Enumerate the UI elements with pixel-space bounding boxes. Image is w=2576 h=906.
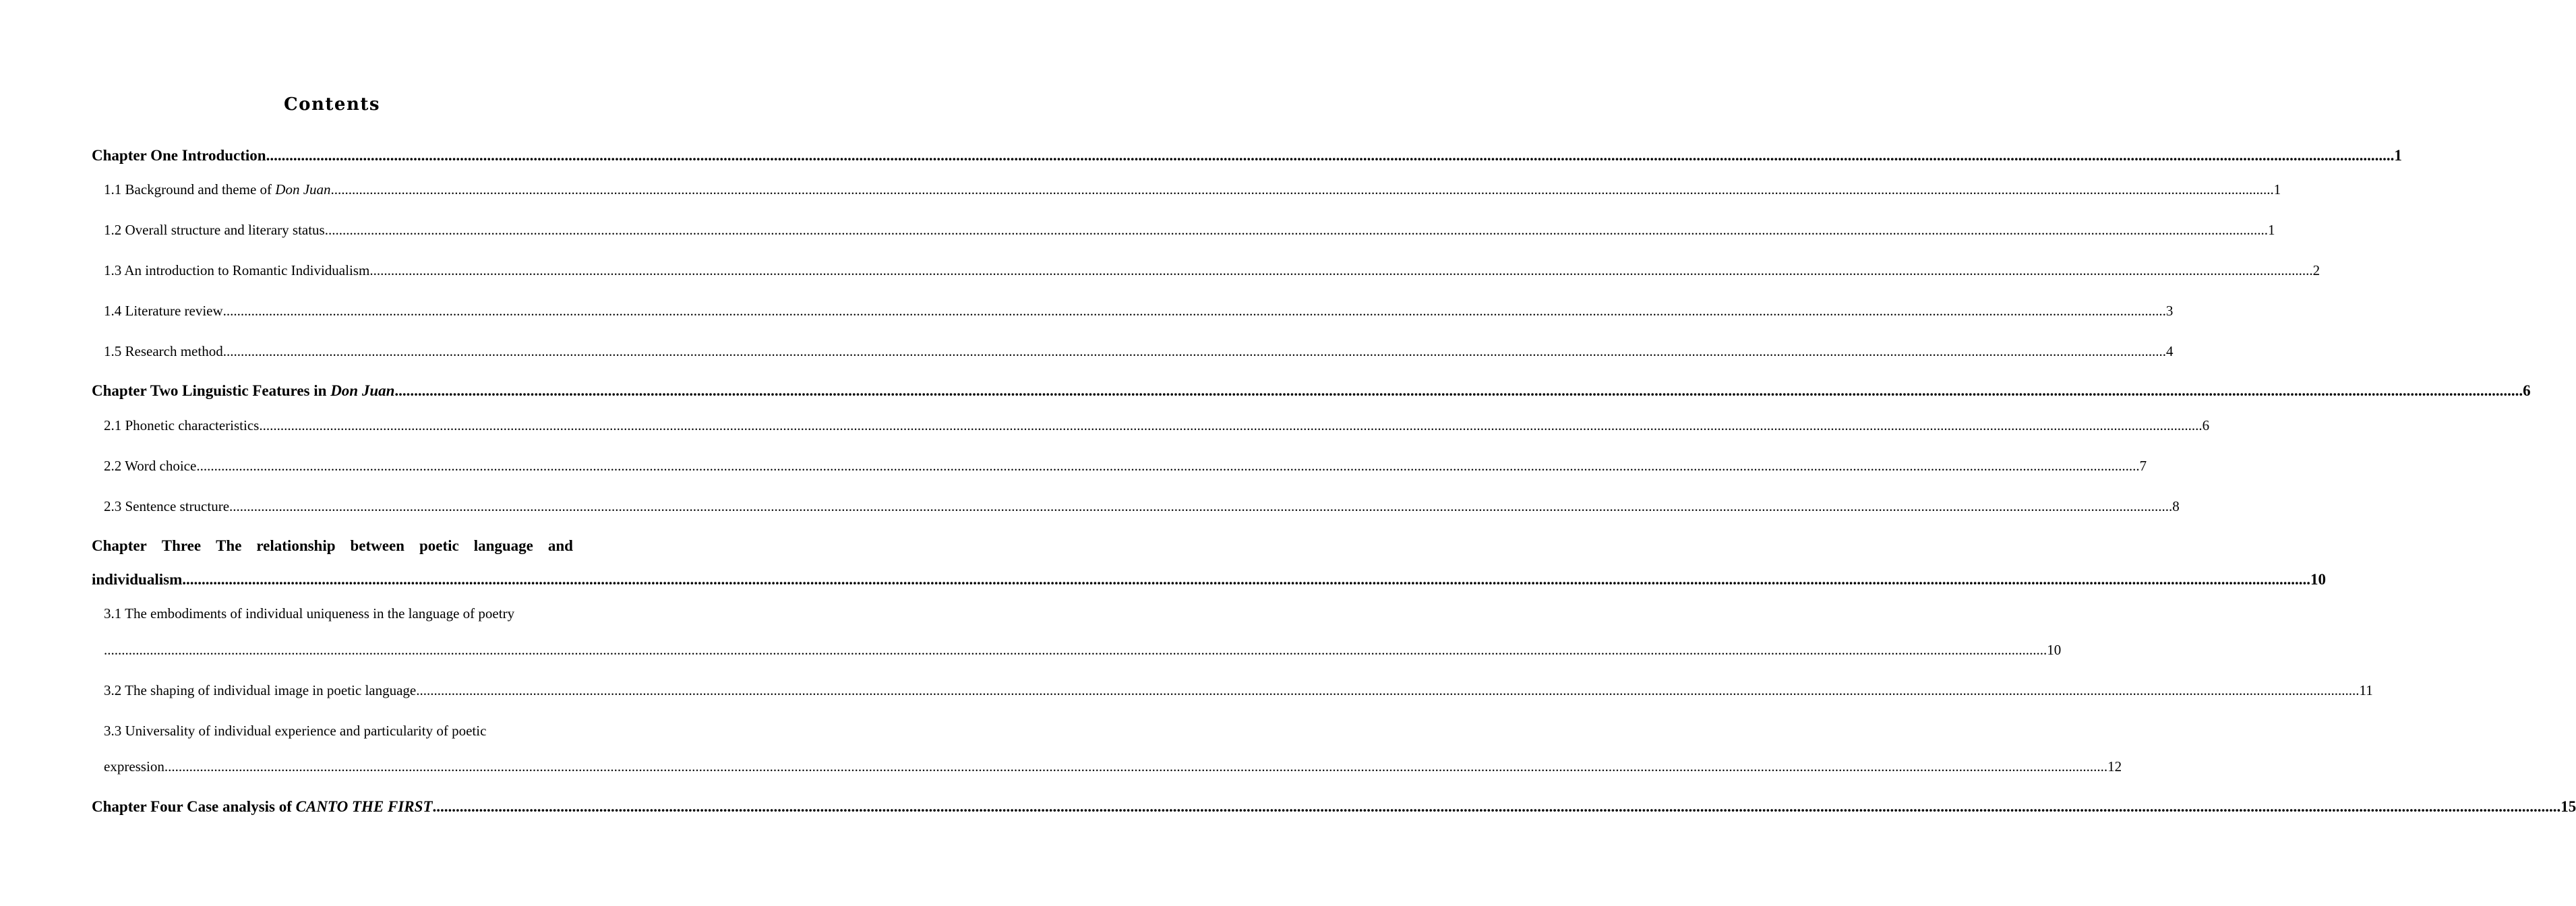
toc-label: 3.2 The shaping of individual image in poetic language xyxy=(104,682,417,698)
dot-leader xyxy=(104,642,2047,659)
dot-leader xyxy=(432,798,2560,816)
toc-section-2-3[interactable] xyxy=(104,498,2180,515)
dot-leader xyxy=(416,682,2359,699)
toc-word: language xyxy=(473,537,533,554)
toc-section-1-4[interactable] xyxy=(104,303,2174,320)
toc-word: and xyxy=(547,537,573,554)
toc-section-3-3-line2[interactable] xyxy=(104,758,2122,775)
toc-chapter-1[interactable] xyxy=(92,147,2402,164)
toc-word: Chapter xyxy=(92,537,147,554)
dot-leader xyxy=(182,571,2310,588)
toc-page-number: 1 xyxy=(2273,181,2281,198)
toc-label: 1.5 Research method xyxy=(104,343,223,359)
dot-leader xyxy=(196,458,2139,475)
toc-section-3-1-line1[interactable] xyxy=(104,605,573,622)
toc-label: individualism xyxy=(92,571,183,588)
toc-label xyxy=(104,181,331,198)
toc-word: relationship xyxy=(256,537,336,554)
toc-section-1-5[interactable] xyxy=(104,343,2174,360)
toc-section-1-1[interactable] xyxy=(104,181,2281,198)
toc-section-3-3-line1[interactable] xyxy=(104,723,573,739)
toc-page-number: 10 xyxy=(2310,571,2326,588)
dot-leader xyxy=(223,303,2166,320)
toc-label: 3.1 The embodiments of individual uniqueness in the language of poetry xyxy=(104,605,515,622)
toc-label-italic: Don Juan xyxy=(275,181,331,198)
toc-word: poetic xyxy=(419,537,459,554)
toc-section-2-1[interactable] xyxy=(104,417,2210,434)
toc-word: between xyxy=(350,537,405,554)
page-title: Contents xyxy=(283,94,381,115)
dot-leader xyxy=(259,417,2202,434)
toc-word: Three xyxy=(161,537,202,554)
toc-label: 1.4 Literature review xyxy=(104,303,223,319)
toc-page-number: 2 xyxy=(2312,262,2320,278)
toc-label: 2.1 Phonetic characteristics xyxy=(104,417,260,433)
toc-label-italic: Don Juan xyxy=(330,382,395,399)
dot-leader xyxy=(331,181,2274,198)
toc-label-italic: CANTO THE FIRST xyxy=(295,798,433,815)
toc-page-number: 6 xyxy=(2202,417,2210,433)
toc-page-number: 12 xyxy=(2107,758,2122,775)
toc-label: 3.3 Universality of individual experience and particularity of poetic xyxy=(104,723,487,739)
dot-leader xyxy=(394,382,2523,400)
toc-page-number: 11 xyxy=(2359,682,2373,698)
toc-label-text: Chapter Two Linguistic Features in xyxy=(92,382,331,399)
toc-label: expression xyxy=(104,758,164,775)
toc-label: 1.3 An introduction to Romantic Individualism xyxy=(104,262,370,278)
toc-label-text: 1.1 Background and theme of xyxy=(104,181,276,198)
toc-chapter-2[interactable] xyxy=(92,382,2531,400)
toc-page-number: 3 xyxy=(2165,303,2174,319)
toc-chapter-3-line2[interactable] xyxy=(92,571,2326,588)
toc-chapter-4[interactable] xyxy=(92,798,2576,816)
toc-section-2-2[interactable] xyxy=(104,458,2147,475)
toc-page-number: 7 xyxy=(2139,458,2147,474)
toc-section-3-2[interactable] xyxy=(104,682,2373,699)
toc-chapter-3-line1[interactable] xyxy=(92,537,573,555)
dot-leader xyxy=(266,147,2395,164)
toc-page-number: 10 xyxy=(2047,642,2062,658)
dot-leader xyxy=(325,222,2268,239)
toc-label-text: Chapter Four Case analysis of xyxy=(92,798,296,815)
toc-label xyxy=(92,798,432,816)
dot-leader xyxy=(229,498,2172,515)
toc-section-1-2[interactable] xyxy=(104,222,2275,239)
dot-leader xyxy=(223,343,2166,360)
toc-label: 1.2 Overall structure and literary status xyxy=(104,222,325,238)
dot-leader xyxy=(164,758,2107,775)
toc-label: Chapter One Introduction xyxy=(92,147,266,164)
toc-page-number: 6 xyxy=(2523,382,2531,399)
toc-label: 2.2 Word choice xyxy=(104,458,197,474)
toc-word: The xyxy=(216,537,242,554)
toc-section-1-3[interactable] xyxy=(104,262,2320,279)
dot-leader xyxy=(369,262,2312,279)
toc-page-number: 8 xyxy=(2172,498,2180,514)
toc-label xyxy=(92,382,394,400)
toc-page-number: 4 xyxy=(2165,343,2174,359)
toc-page-number: 1 xyxy=(2267,222,2275,238)
toc-page-number: 1 xyxy=(2394,147,2402,164)
toc-label: 2.3 Sentence structure xyxy=(104,498,230,514)
toc-section-3-1-line2[interactable] xyxy=(104,642,2062,659)
toc-page-number: 15 xyxy=(2560,798,2576,815)
